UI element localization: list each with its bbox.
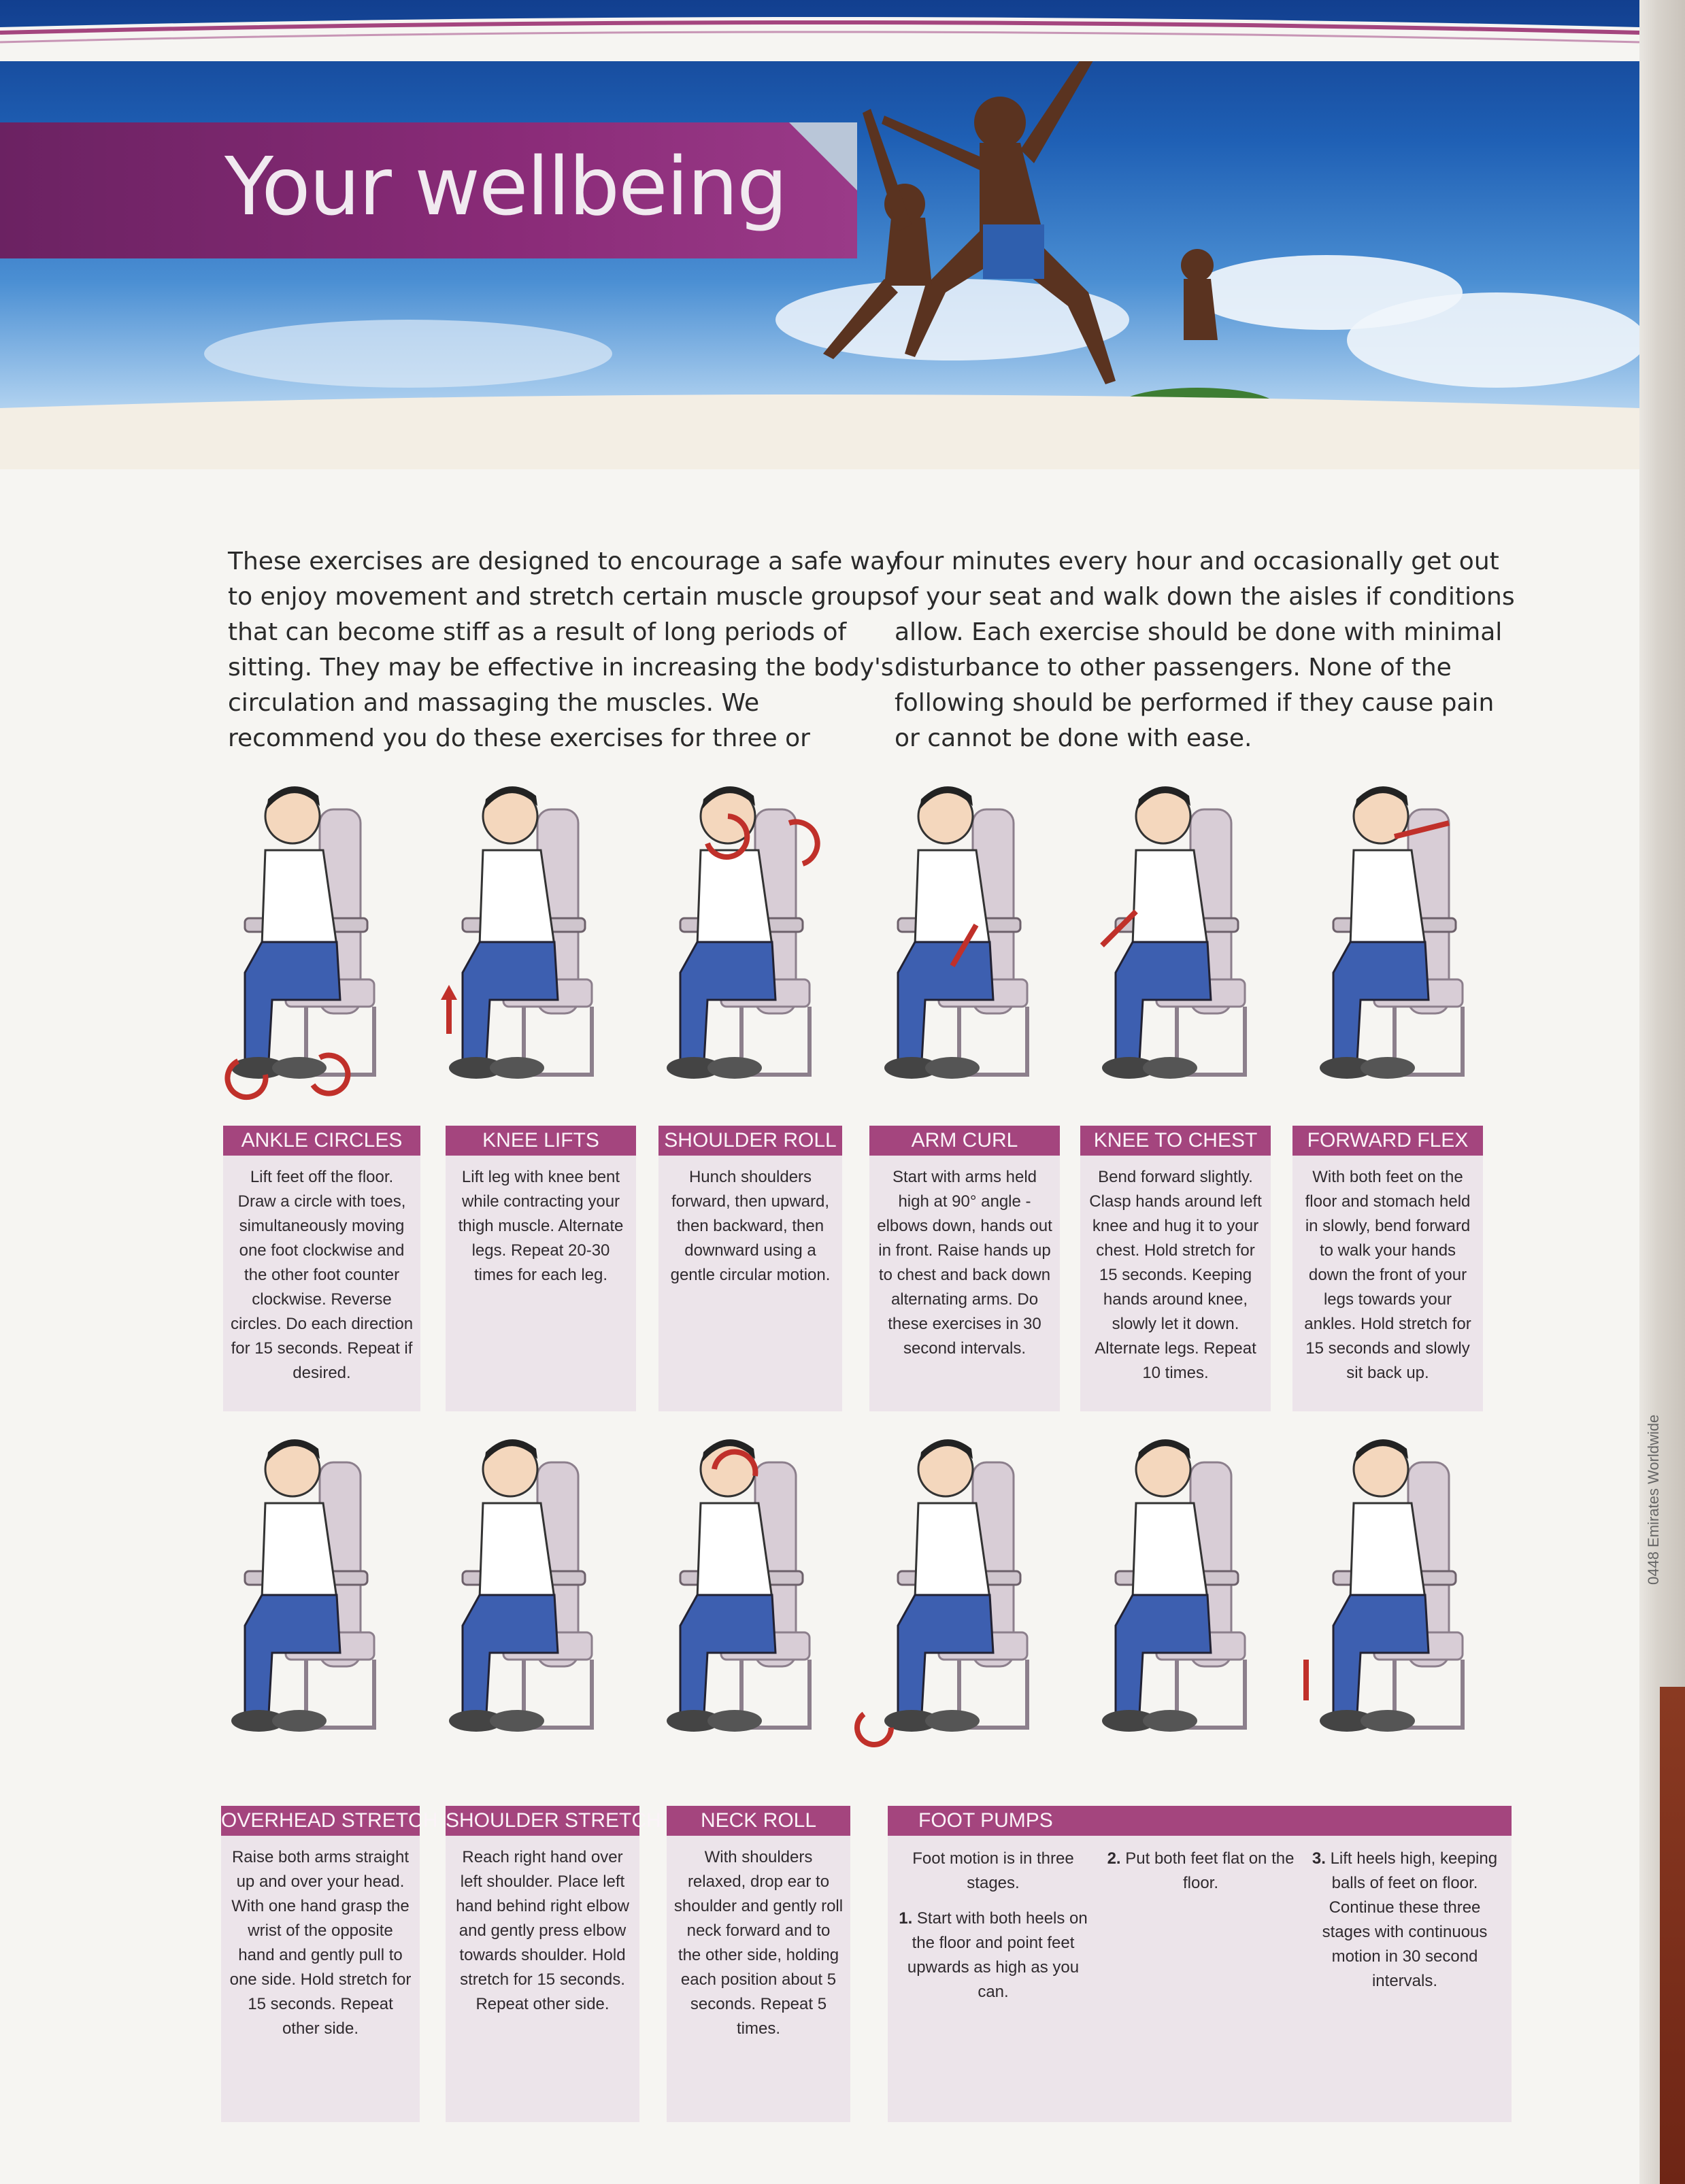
- figure-shoulder-stretch: [422, 1428, 626, 1748]
- exercise-title: KNEE TO CHEST: [1080, 1126, 1271, 1156]
- figure-foot-pumps-2: [1075, 1428, 1279, 1748]
- exercise-neck-roll: [667, 1806, 850, 2122]
- header-banner: [0, 0, 1639, 469]
- exercise-knee-to-chest: [1080, 1126, 1271, 1411]
- exercise-title: ANKLE CIRCLES: [223, 1126, 420, 1156]
- exercise-title: SHOULDER STRETCH: [446, 1806, 639, 1836]
- exercise-text: Bend forward slightly. Clasp hands around left knee and hug it to your chest. Hold stretch for 15 seconds. Keeping hands around knee, slowly let it down. Alternate legs. Repeat 10 times.: [1089, 1168, 1262, 1382]
- header-swoosh: [0, 0, 1639, 61]
- figure-ankle-circles: [204, 775, 408, 1095]
- exercise-text: Lift leg with knee bent while contracting your thigh muscle. Alternate legs. Repeat 20-30 times for each leg.: [458, 1168, 624, 1284]
- exercise-title: FOOT PUMPS: [888, 1806, 1512, 1836]
- exercise-shoulder-stretch: [446, 1806, 661, 2122]
- exercise-arm-curl: [869, 1126, 1060, 1411]
- exercise-title: KNEE LIFTS: [446, 1126, 636, 1156]
- step-number: 2.: [1107, 1849, 1121, 1868]
- exercise-knee-lifts: [446, 1126, 636, 1411]
- foot-pumps-step-3: [1309, 1847, 1500, 1994]
- figure-knee-to-chest: [1075, 775, 1279, 1095]
- foot-pumps-step-2: [1105, 1847, 1296, 1896]
- step-text: Put both feet flat on the floor.: [1125, 1849, 1295, 1892]
- exercise-text: With both feet on the floor and stomach held in slowly, bend forward to walk your hands down the front of your legs towards your ankles. Hold stretch for 15 seconds and slowly sit back up.: [1304, 1168, 1471, 1382]
- step-text: Start with both heels on the floor and point feet upwards as high as you can.: [907, 1909, 1088, 2001]
- intro-left: These exercises are designed to encourage a safe way to enjoy movement and stretch certain muscle groups that can become stiff as a result of long periods of sitting. They may be effective in increasing the body's circulation and massaging the muscles. We recommend you do these exercises for three or: [228, 548, 900, 752]
- exercise-title: NECK ROLL: [667, 1806, 850, 1836]
- spine-red-edge: [1660, 1687, 1685, 2184]
- exercise-forward-flex: [1292, 1126, 1483, 1411]
- exercise-title: FORWARD FLEX: [1292, 1126, 1483, 1156]
- step-text: Lift heels high, keeping balls of feet on floor. Continue these three stages with continuous motion in 30 second intervals.: [1322, 1849, 1498, 1990]
- exercise-shoulder-roll: [658, 1126, 842, 1411]
- foot-pumps-col-1: [895, 1847, 1092, 2004]
- figure-overhead-stretch: [204, 1428, 408, 1748]
- copyright-text: 0448 Emirates Worldwide: [1645, 1414, 1662, 1585]
- exercise-title: OVERHEAD STRETCH: [221, 1806, 420, 1836]
- exercise-foot-pumps: [888, 1806, 1512, 2122]
- figure-arm-curl: [857, 775, 1061, 1095]
- foot-pumps-intro: Foot motion is in three stages.: [912, 1849, 1074, 1892]
- exercise-text: Lift feet off the floor. Draw a circle with toes, simultaneously moving one foot clockwise and the other foot counter clockwise. Reverse circles. Do each direction for 15 seconds. Repeat if desired.: [230, 1168, 414, 1382]
- exercise-text: Reach right hand over left shoulder. Place left hand behind right elbow and gently press elbow towards shoulder. Hold stretch for 15 seconds. Repeat other side.: [456, 1848, 629, 2013]
- exercise-text: Start with arms held high at 90° angle - elbows down, hands out in front. Raise hands up to chest and back down alternating arms. Do these exercises in 30 second intervals.: [877, 1168, 1052, 1358]
- exercise-text: Raise both arms straight up and over your head. With one hand grasp the wrist of the opposite hand and gently pull to one side. Hold stretch for 15 seconds. Repeat other side.: [229, 1848, 412, 2038]
- figure-knee-lifts: [422, 775, 626, 1095]
- figure-neck-roll: [639, 1428, 844, 1748]
- figure-forward-flex: [1292, 775, 1497, 1095]
- exercise-text: With shoulders relaxed, drop ear to shoulder and gently roll neck forward and to the other side, holding each position about 5 seconds. Repeat 5 times.: [673, 1848, 844, 2038]
- page-title: Your wellbeing: [224, 139, 787, 233]
- exercise-title: SHOULDER ROLL: [658, 1126, 842, 1156]
- figure-shoulder-roll: [639, 775, 844, 1095]
- exercise-text: Hunch shoulders forward, then upward, then backward, then downward using a gentle circular motion.: [670, 1168, 831, 1284]
- step-number: 3.: [1312, 1849, 1326, 1868]
- figure-foot-pumps-3: [1292, 1428, 1497, 1748]
- title-fold: [789, 122, 857, 190]
- figure-foot-pumps-1: [857, 1428, 1061, 1748]
- step-number: 1.: [899, 1909, 913, 1928]
- exercise-ankle-circles: [223, 1126, 420, 1411]
- intro-right: four minutes every hour and occasionally get out of your seat and walk down the aisles if conditions allow. Each exercise should be done with minimal disturbance to other passengers. None of the following should be performed if they cause pain or cannot be done with ease.: [895, 548, 1515, 752]
- exercise-title: ARM CURL: [869, 1126, 1060, 1156]
- foot-pumps-step-1: [895, 1906, 1092, 2004]
- exercise-overhead-stretch: [221, 1806, 438, 2122]
